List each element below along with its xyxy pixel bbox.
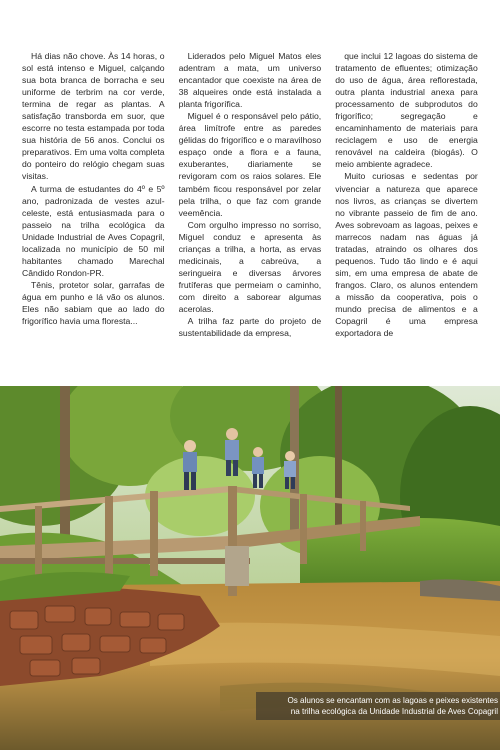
- paragraph: A trilha faz parte do projeto de sustentabilidade da empresa,: [178, 316, 322, 339]
- article-column-3: [335, 50, 478, 382]
- article-columns: [22, 50, 478, 382]
- caption-line-2: na trilha ecológica da Unidade Industrial de Aves Copagril: [290, 707, 498, 716]
- paragraph: Liderados pelo Miguel Matos eles adentram a mata, um universo encantador que coexiste na área de 38 alqueires onde está instalada a planta frigorífica.: [178, 51, 322, 110]
- paragraph: Muito curiosas e sedentas por vivenciar a natureza que aparece nos livros, as crianças se divertem no vibrante passeio de fim de ano. Aves sobrevoam as lagoas, peixes e marrecos nadam nas águas já tratadas, atraindo os olhares dos pequenos. Tudo tão lindo e é aqui sim, em uma empresa de abate de frangos. Claro, os alunos entendem a missão da cooperativa, pois o mundo precisa de alimentos e a Copagril é uma empresa exportadora de: [335, 171, 478, 339]
- article-column-1: [22, 50, 165, 382]
- photo-caption: [256, 692, 500, 720]
- article-column-2: [179, 50, 322, 382]
- paragraph: Com orgulho impresso no sorriso, Miguel conduz e apresenta às crianças a trilha, a horta, as ervas medicinais, a cabreúva, a seringueira e diversas árvores frutíferas que permeiam o caminho, com direito a saborear algumas acerolas.: [178, 219, 322, 314]
- paragraph: Há dias não chove. Às 14 horas, o sol está intenso e Miguel, calçando sua bota branca de borracha e seu uniforme de terbrim na cor verde, termina de regar as plantas. A satisfação transborda em suor, que escorre no testa estampada por toda sua história de 56 anos. Conclui os preparativos. Em uma volta completa do ponteiro do relógio chegam suas visitas.: [22, 51, 165, 182]
- paragraph: Tênis, protetor solar, garrafas de água em punho e lá vão os alunos. Eles não sabiam que ao lado do frigorífico havia uma floresta...: [22, 279, 165, 327]
- paragraph: Miguel é o responsável pelo pátio, área limítrofe entre as paredes gélidas do frigorífico e o maravilhoso espaço onde a flora e a fauna, exuberantes, diariamente se revigoram com os raios solares. Ele também ficou responsável por zelar pela trilha, o que faz com grande veemência.: [178, 111, 322, 218]
- caption-line-1: Os alunos se encantam com as lagoas e peixes existentes: [287, 696, 498, 705]
- paragraph: A turma de estudantes do 4º e 5º ano, padronizada de vestes azul-celeste, está entusiasmada para o passeio na trilha ecológica da Unidade Industrial de Aves Copagril, localizada no município de 50 mil habitantes chamado Marechal Cândido Rondon-PR.: [22, 183, 165, 278]
- paragraph: que inclui 12 lagoas do sistema de tratamento de efluentes; otimização do uso de água, área reflorestada, outra planta industrial anexa para processamento de subprodutos do frigorífico; segregação e encaminhamento de materiais para reciclagem e uso de energia renovável na caldeira (biogás). O meio ambiente agradece.: [335, 51, 478, 170]
